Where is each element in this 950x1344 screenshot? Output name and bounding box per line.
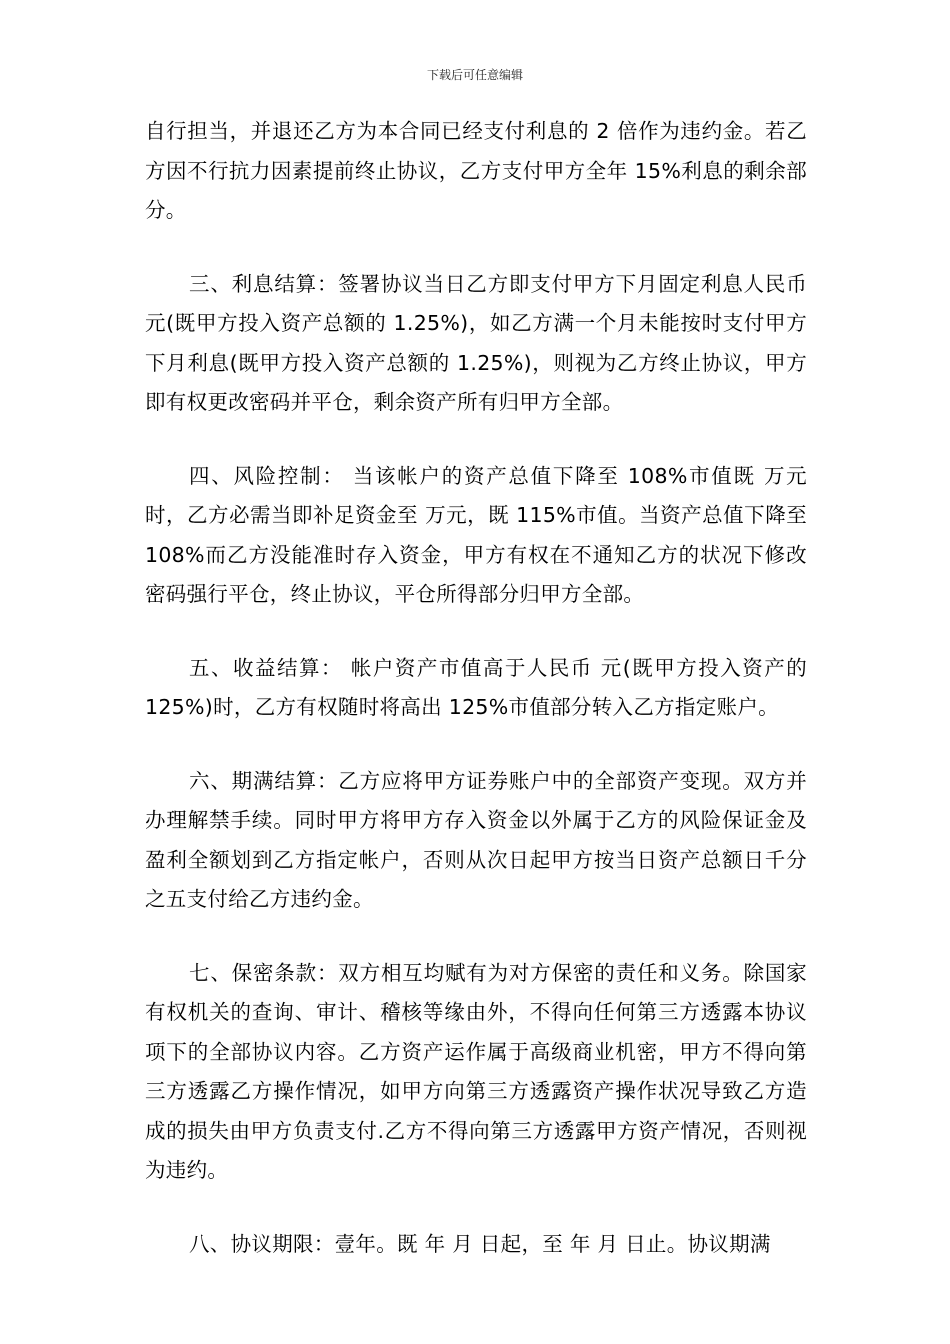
paragraph-agreement-term: 八、协议期限：壹年。既 年 月 日起，至 年 月 日止。协议期满 xyxy=(189,1231,771,1256)
paragraph-risk-control: 四、风险控制： 当该帐户的资产总值下降至 108%市值既 万元时，乙方必需当即补足资金至 万元，既 115%市值。当资产总值下降至 108%而乙方没能准时存入资金，甲方有权在不通知乙方的状况下修改密码强行平仓，终止协议，平仓所得部分归甲方全部。 xyxy=(145,463,807,606)
paragraph-maturity-settlement: 六、期满结算：乙方应将甲方证券账户中的全部资产变现。双方并办理解禁手续。同时甲方将甲方存入资金以外属于乙方的风险保证金及盈利全额划到乙方指定帐户，否则从次日起甲方按当日资产总额日千分之五支付给乙方违约金。 xyxy=(145,768,807,911)
paragraph-income-settlement: 五、收益结算： 帐户资产市值高于人民币 元(既甲方投入资产的 125%)时，乙方有权随时将高出 125%市值部分转入乙方指定账户。 xyxy=(145,655,807,719)
paragraph-continuation: 自行担当，并退还乙方为本合同已经支付利息的 2 倍作为违约金。若乙方因不行抗力因素提前终止协议，乙方支付甲方全年 15%利息的剩余部分。 xyxy=(145,119,807,222)
paragraph-interest-settlement: 三、利息结算：签署协议当日乙方即支付甲方下月固定利息人民币 元(既甲方投入资产总额的 1.25%)，如乙方满一个月未能按时支付甲方下月利息(既甲方投入资产总额的 1.25%)，则视为乙方终止协议，甲方即有权更改密码并平仓，剩余资产所有归甲方全部。 xyxy=(145,271,807,414)
header-note: 下载后可任意编辑 xyxy=(426,68,523,82)
document-body xyxy=(145,112,807,1298)
paragraph-confidentiality: 七、保密条款：双方相互均赋有为对方保密的责任和义务。除国家有权机关的查询、审计、稽核等缘由外，不得向任何第三方透露本协议项下的全部协议内容。乙方资产运作属于高级商业机密，甲方不得向第三方透露乙方操作情况，如甲方向第三方透露资产操作状况导致乙方造成的损失由甲方负责支付.乙方不得向第三方透露甲方资产情况，否则视为违约。 xyxy=(145,960,807,1182)
